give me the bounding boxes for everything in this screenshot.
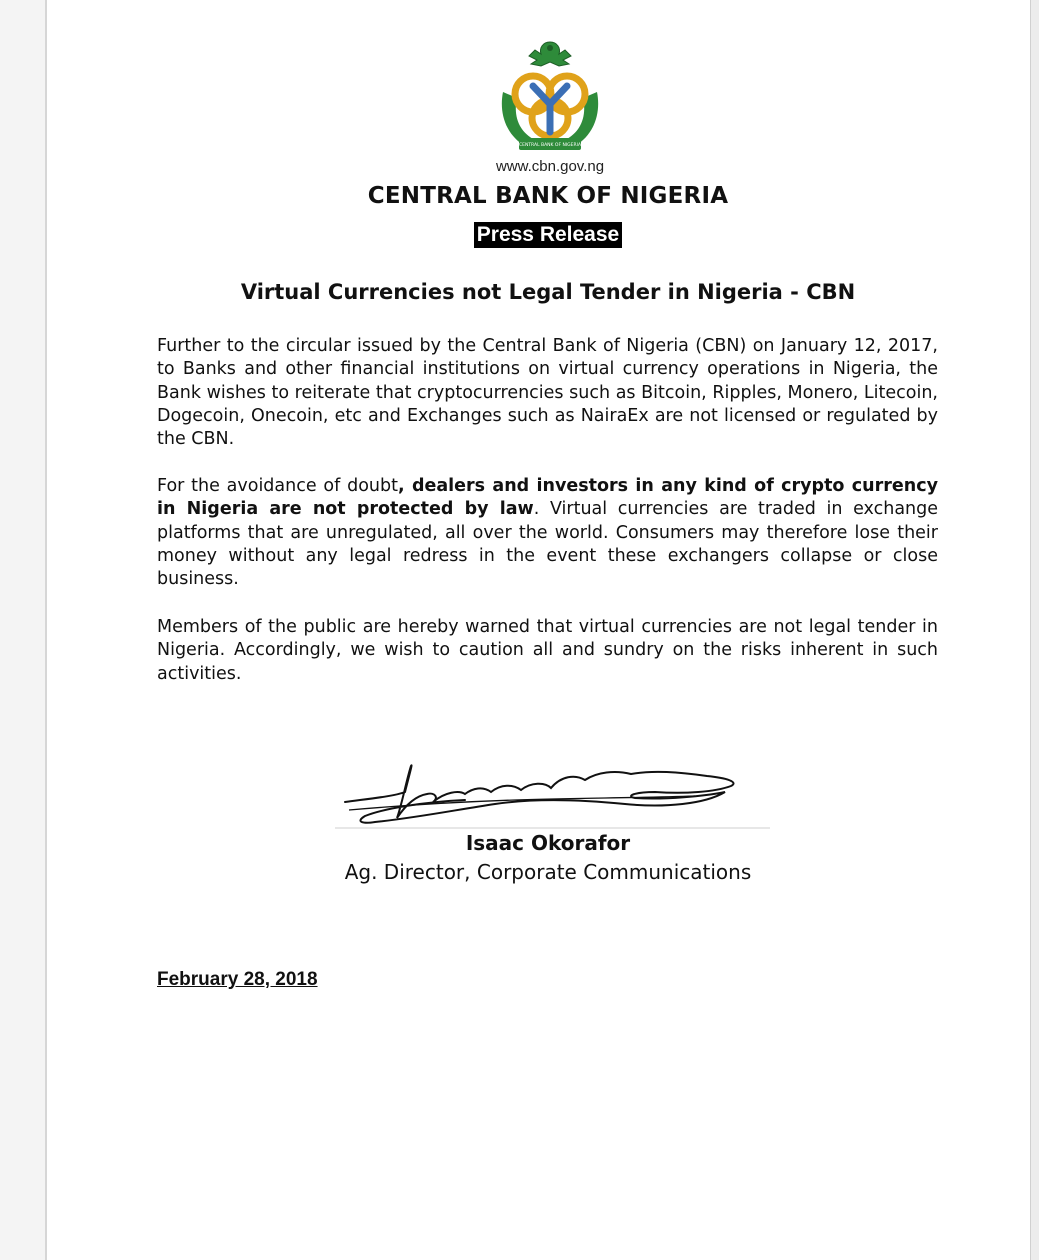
cbn-logo bbox=[495, 36, 605, 156]
paragraph-3: Members of the public are hereby warned that virtual currencies are not legal tender in Nigeria. Accordingly, we wish to caution all and sundry on the risks inherent in such activities. bbox=[157, 617, 938, 684]
press-release-wrapper bbox=[0, 222, 1039, 248]
paragraph-1: Further to the circular issued by the Central Bank of Nigeria (CBN) on January 12, 2017, to Banks and other financial institutions on virtual currency operations in Nigeria, the Bank wishes to reiterate that cryptocurrencies such as Bitcoin, Ripples, Monero, Litecoin, Dogecoin, Onecoin, etc and Exchanges such as NairaEx are not licensed or regulated by the CBN. bbox=[157, 336, 938, 450]
paragraph-2-lead: For the avoidance of doubt bbox=[157, 476, 398, 496]
signature bbox=[335, 752, 770, 832]
bank-name-heading: CENTRAL BANK OF NIGERIA bbox=[367, 183, 729, 209]
eagle-emblem bbox=[529, 42, 571, 66]
signatory-title: Ag. Director, Corporate Communications bbox=[344, 860, 752, 884]
paragraph-2-rest: . Virtual currencies are traded in exchange platforms that are unregulated, all over the world. Consumers may therefore lose their money without any legal redress in the event these exchangers collapse or close business. bbox=[157, 499, 939, 590]
website-url[interactable]: www.cbn.gov.ng bbox=[495, 158, 605, 175]
press-release-label: Press Release bbox=[474, 222, 622, 248]
paragraph-2-emphasis: , dealers and investors in any kind of crypto currency in Nigeria are not protected by law bbox=[157, 476, 938, 520]
headline: Virtual Currencies not Legal Tender in Nigeria - CBN bbox=[240, 280, 856, 304]
paragraph-2 bbox=[157, 475, 938, 591]
seal-text: CENTRAL BANK OF NIGERIA bbox=[518, 143, 582, 148]
signatory-name: Isaac Okorafor bbox=[465, 831, 631, 855]
release-date: February 28, 2018 bbox=[157, 969, 318, 990]
